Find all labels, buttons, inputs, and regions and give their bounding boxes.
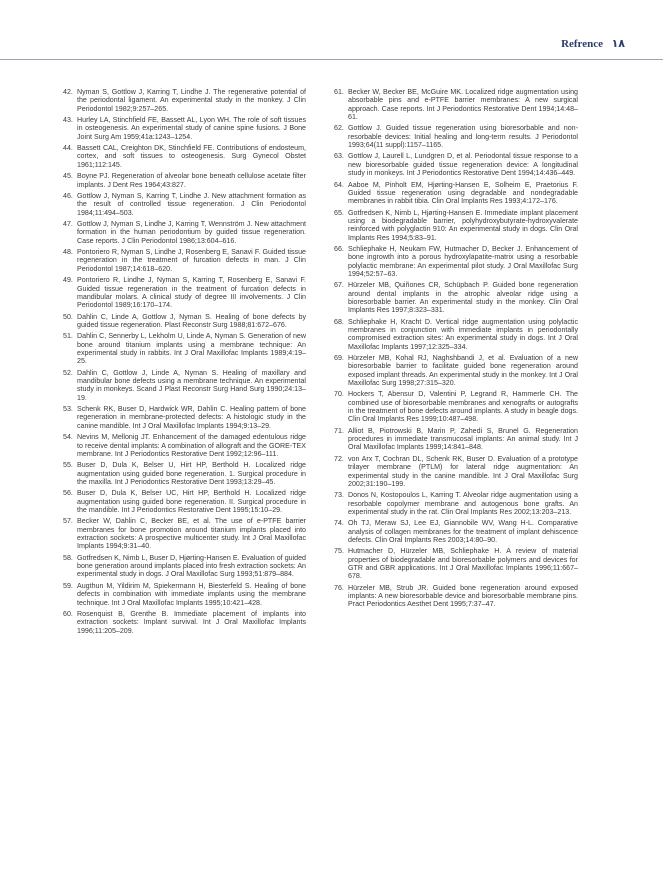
reference-item <box>63 116 306 141</box>
reference-item <box>63 405 306 430</box>
reference-text: Becker W, Becker BE, McGuire MK. Localized ridge augmentation using absorbable pins and e-PTFE barrier membranes: A new surgical approach. Case reports. Int J Periodontics Restorative Dent 1994;14:48–61. <box>348 88 578 121</box>
page-number: ١٨ <box>611 37 625 50</box>
reference-text: Schliephake H, Neukam FW, Hutmacher D, Becker J. Enhancement of bone ingrowth into a porous hydroxylapatite-matrix using a resorbable polylactic membrane: An experimental pilot study. J Oral Maxillofac Surg 1994;52:57–63. <box>348 244 578 278</box>
reference-number: 59. <box>63 581 73 590</box>
reference-number: 67. <box>334 281 344 290</box>
reference-item <box>63 489 306 514</box>
reference-number: 50. <box>63 312 73 321</box>
reference-number: 46. <box>63 192 73 201</box>
reference-item <box>334 354 578 387</box>
reference-item <box>334 181 578 206</box>
reference-item <box>334 245 578 278</box>
reference-text: Boyne PJ. Regeneration of alveolar bone beneath cellulose acetate filter implants. J Dent Res 1964;43:827. <box>77 172 306 189</box>
reference-item <box>334 455 578 488</box>
reference-number: 48. <box>63 248 73 257</box>
reference-text: Aaboe M, Pinholt EM, Hjørting-Hansen E, Solheim E, Praetorius F. Guided tissue regeneration using degradable and nondegradable membranes in rabbit tibia. Clin Oral Implants Res 1993;4:172–176. <box>348 180 578 206</box>
reference-item <box>63 248 306 273</box>
reference-number: 71. <box>334 426 344 435</box>
reference-number: 57. <box>63 517 73 526</box>
reference-item <box>63 172 306 189</box>
reference-number: 49. <box>63 276 73 285</box>
reference-number: 65. <box>334 208 344 217</box>
reference-number: 66. <box>334 244 344 253</box>
reference-text: Alliot B, Piotrowski B, Marin P, Zahedi S, Brunel G. Regeneration procedures in immediate transmucosal implants: An animal study. Int J Oral Maxillofac Implants 1999;14:841–848. <box>348 426 578 452</box>
reference-text: von Arx T, Cochran DL, Schenk RK, Buser D. Evaluation of a prototype trilayer membrane (PTLM) for lateral ridge augmentation: An experimental study in the canine mandible. Int J Oral Maxillofac Surg 2002;31:190–199. <box>348 454 578 488</box>
reference-item <box>63 610 306 635</box>
reference-text: Gotfredsen K, Nimb L, Buser D, Hjørting-Hansen E. Evaluation of guided bone generation around implants placed into fresh extraction sockets: An experimental study in dogs. J Oral Maxillofac Surg 1993;51:879–884. <box>77 553 306 579</box>
reference-item <box>334 584 578 609</box>
reference-item <box>63 88 306 113</box>
reference-text: Gottlow J, Nyman S, Karring T, Lindhe J. New attachment formation as the result of controlled tissue regeneration. J Clin Periodontol 1984;11:494–503. <box>77 192 306 217</box>
references-column-left <box>63 88 306 638</box>
reference-number: 63. <box>334 152 344 161</box>
reference-item <box>63 554 306 579</box>
reference-text: Hürzeler MB, Kohal RJ, Naghshbandi J, et al. Evaluation of a new bioresorbable barrier to facilitate guided bone regeneration around exposed implant threads. An experimental study in the monkey. Int J Oral Maxillofac Surg 1998;27:315–320. <box>348 354 578 387</box>
reference-text: Dahlin C, Linde A, Gottlow J, Nyman S. Healing of bone defects by guided tissue regeneration. Plast Reconstr Surg 1988;81:672–676. <box>77 312 306 329</box>
reference-text: Dahlin C, Sennerby L, Lekholm U, Linde A, Nyman S. Generation of new bone around titanium implants using a membrane technique: An experimental study in rabbits. Int J Oral Maxillofac Implants 1989;4:19–25. <box>77 332 306 366</box>
reference-text: Becker W, Dahlin C, Becker BE, et al. The use of e-PTFE barrier membranes for bone promotion around titanium implants placed into extraction sockets: A prospective multicenter study. Int J Oral Maxillofac Implants 1994;9:31–40. <box>77 517 306 551</box>
reference-item <box>63 144 306 169</box>
reference-text: Nyman S, Gottlow J, Karring T, Lindhe J. The regenerative potential of the periodontal ligament. An experimental study in the monkey. J Clin Periodontol 1982;9:257–265. <box>77 88 306 113</box>
reference-number: 54. <box>63 433 73 442</box>
reference-item <box>334 390 578 423</box>
reference-number: 45. <box>63 172 73 181</box>
reference-item <box>63 332 306 365</box>
reference-number: 58. <box>63 553 73 562</box>
reference-text: Hürzeler MB, Quiñones CR, Schüpbach P. Guided bone regeneration around dental implants in the atrophic alveolar ridge using a bioresorbable barrier. An experimental study in the monkey. Clin Oral Implants Res 1997;8:323–331. <box>348 281 578 315</box>
reference-text: Hockers T, Abensur D, Valentini P, Legrand R, Hammerle CH. The combined use of bioresorbable membranes and xenografts or autografts in the treatment of bone defects around implants. A study in beagle dogs. Clin Oral Implants Res 1999;10:487–498. <box>348 390 578 424</box>
reference-number: 64. <box>334 180 344 189</box>
reference-number: 43. <box>63 116 73 125</box>
reference-number: 76. <box>334 583 344 592</box>
reference-number: 72. <box>334 454 344 463</box>
reference-item <box>63 276 306 309</box>
reference-item <box>63 461 306 486</box>
reference-text: Hurley LA, Stinchfield FE, Bassett AL, Lyon WH. The role of soft tissues in osteogenesis. An experimental study of canine spine fusions. J Bone Joint Surg Am 1959;41a:1243–1254. <box>77 116 306 141</box>
page-header-title: Refrence <box>561 38 603 50</box>
reference-number: 69. <box>334 354 344 363</box>
reference-text: Dahlin C, Gottlow J, Linde A, Nyman S. Healing of maxillary and mandibular bone defects using a membrane technique. An experimental study in monkeys. Scand J Plast Reconstr Surg Hand Surg 1990;24:13–19. <box>77 368 306 402</box>
reference-item <box>334 427 578 452</box>
reference-number: 75. <box>334 547 344 556</box>
reference-number: 52. <box>63 368 73 377</box>
reference-item <box>334 88 578 121</box>
reference-item <box>334 124 578 149</box>
reference-item <box>63 313 306 330</box>
reference-number: 68. <box>334 317 344 326</box>
reference-item <box>63 433 306 458</box>
reference-number: 53. <box>63 405 73 414</box>
reference-text: Oh TJ, Meraw SJ, Lee EJ, Giannobile WV, Wang H-L. Comparative analysis of collagen membranes for the treatment of implant dehiscence defects. Clin Oral Implants Res 2003;14:80–90. <box>348 519 578 544</box>
reference-item <box>334 318 578 351</box>
reference-item <box>63 369 306 402</box>
references-column-right <box>334 88 578 612</box>
reference-text: Schliephake H, Kracht D. Vertical ridge augmentation using polylactic membranes in conjunction with immediate implants in periodontally compromised extraction sites: An experimental study in dogs. Int J Oral Maxillofac Implants 1997;12:325–334. <box>348 317 578 351</box>
reference-text: Pontoriero R, Nyman S, Lindhe J, Rosenberg E, Sanavi F. Guided tissue regeneration in the treatment of furcation defects in man. J Clin Periodontol 1987;14:618–620. <box>77 248 306 273</box>
reference-number: 60. <box>63 610 73 618</box>
reference-text: Nevins M, Mellonig JT. Enhancement of the damaged edentulous ridge to receive dental implants: A combination of allograft and the GORE-TEX membrane. Int J Periodontics Restorative Dent 1992;12:96–111. <box>77 433 306 458</box>
reference-number: 55. <box>63 461 73 470</box>
reference-item <box>334 491 578 516</box>
reference-text: Pontoriero R, Lindhe J, Nyman S, Karring T, Rosenberg E, Sanavi F. Guided tissue regeneration in the treatment of furcation defects in mandibular molars. A clinical study of degree III involvements. J Clin Periodontol 1989;16:170–174. <box>77 276 306 310</box>
reference-number: 51. <box>63 332 73 341</box>
reference-number: 47. <box>63 220 73 229</box>
reference-text: Bassett CAL, Creighton DK, Stinchfield FE. Contributions of endosteum, cortex, and soft tissues to osteogenesis. Surg Gynecol Obstet 1961;112:145. <box>77 144 306 169</box>
reference-number: 44. <box>63 144 73 153</box>
reference-text: Buser D, Dula K, Belser UC, Hirt HP, Berthold H. Localized ridge augmentation using guided bone regeneration. II. Surgical procedure in the mandible. Int J Periodontics Restorative Dent 1995;15:10–29. <box>77 489 306 514</box>
reference-item <box>63 582 306 607</box>
reference-item <box>63 517 306 550</box>
reference-item <box>63 192 306 217</box>
reference-text: Hutmacher D, Hürzeler MB, Schliephake H. A review of material properties of biodegradable and bioresorbable polymers and devices for GTR and GBR applications. Int J Oral Maxillofac Implants 1996;11:667–678. <box>348 547 578 581</box>
reference-item <box>334 209 578 242</box>
reference-number: 42. <box>63 88 73 96</box>
reference-text: Schenk RK, Buser D, Hardwick WR, Dahlin C. Healing pattern of bone regeneration in membrane-protected defects: A histologic study in the canine mandible. Int J Oral Maxillofac Implants 1994;9:13–29. <box>77 405 306 430</box>
reference-text: Hürzeler MB, Strub JR. Guided bone regeneration around exposed implants: A new bioresorbable device and bioresorbable membrane pins. Pract Periodontics Aesthet Dent 1995;7:37–47. <box>348 583 578 609</box>
reference-number: 62. <box>334 124 344 133</box>
header-divider <box>0 59 663 60</box>
reference-item <box>334 152 578 177</box>
reference-number: 61. <box>334 88 344 96</box>
reference-text: Augthun M, Yildirim M, Spiekermann H, Biesterfeld S. Healing of bone defects in combination with immediate implants using the membrane technique. Int J Oral Maxillofac Implants 1995;10:421–428. <box>77 581 306 607</box>
reference-item <box>63 220 306 245</box>
reference-item <box>334 281 578 314</box>
reference-number: 73. <box>334 491 344 500</box>
reference-text: Donos N, Kostopoulos L, Karring T. Alveolar ridge augmentation using a resorbable copolymer membrane and autogenous bone grafts. An experimental study in the rat. Clin Oral Implants Res 2002;13:203–213. <box>348 491 578 516</box>
reference-number: 74. <box>334 519 344 528</box>
reference-text: Gotfredsen K, Nimb L, Hjørting-Hansen E. Immediate implant placement using a biodegradable barrier, polyhydroxybutyrate-hydroxyvalerate reinforced with polyglactin 910: An experimental study in dogs. Clin Oral Implants Res 1994;5:83–91. <box>348 208 578 242</box>
reference-number: 56. <box>63 489 73 498</box>
reference-text: Gottlow J, Laurell L, Lundgren D, et al. Periodontal tissue response to a new bioresorbable guided tissue regeneration device: A longitudinal study in monkeys. Int J Periodontics Restorative Dent 1994;14:436–449. <box>348 152 578 178</box>
reference-text: Buser D, Dula K, Belser U, Hirt HP, Berthold H. Localized ridge augmentation using guided bone regeneration. 1. Surgical procedure in the maxilla. Int J Periodontics Restorative Dent 1993;13:29–45. <box>77 461 306 486</box>
reference-text: Rosenquist B, Grenthe B. Immediate placement of implants into extraction sockets: Implant survival. Int J Oral Maxillofac Implants 1996;11:205–209. <box>77 610 306 635</box>
reference-text: Gottlow J, Nyman S, Lindhe J, Karring T, Wennström J. New attachment formation in the human periodontium by guided tissue regeneration. Case reports. J Clin Periodontol 1986;13:604–616. <box>77 220 306 245</box>
reference-text: Gottlow J. Guided tissue regeneration using bioresorbable and non-resorbable devices: Initial healing and long-term results. J Periodontol 1993;64(11 suppl):1157–1165. <box>348 124 578 149</box>
reference-number: 70. <box>334 390 344 399</box>
reference-item <box>334 519 578 544</box>
reference-item <box>334 547 578 580</box>
